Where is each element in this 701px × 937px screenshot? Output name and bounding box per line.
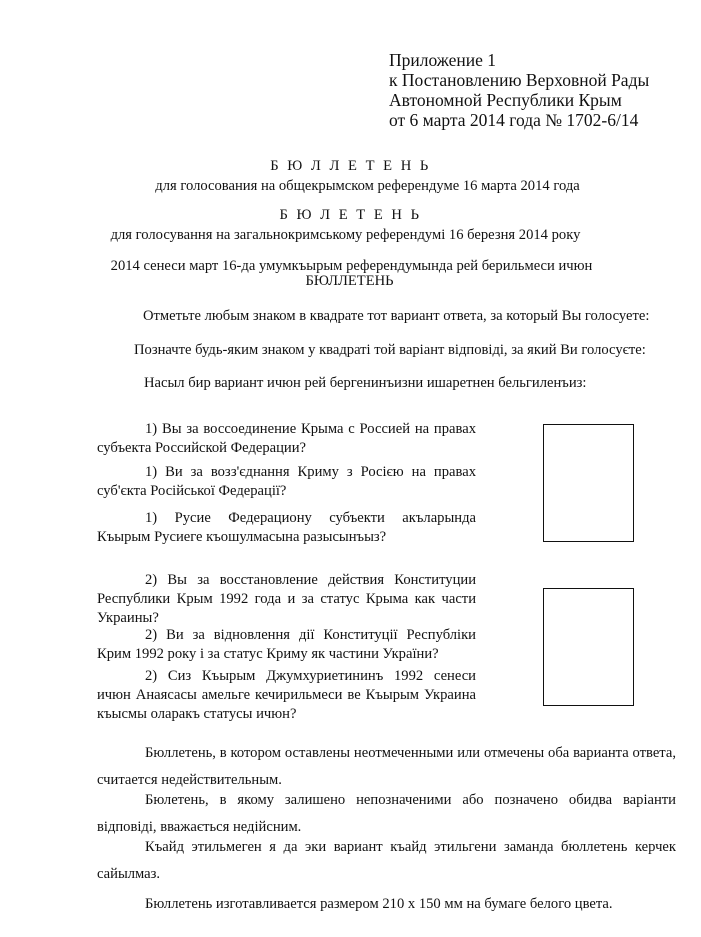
instruction-uk: Позначте будь-яким знаком у квадраті той варіант відповіді, за який Ви голосуєте: (134, 342, 646, 358)
note-uk: Бюлетень, в якому залишено непозначеними або позначено обидва варіанти відповіді, вважається недійсним. (97, 792, 676, 835)
ballot-subtitle-crh: 2014 сенеси март 16-да умумкъырым референдумында рей берильмеси ичюн (110, 258, 593, 274)
appendix-line: от 6 марта 2014 года № 1702-6/14 (389, 110, 639, 130)
appendix-block (389, 50, 649, 130)
appendix-line: Приложение 1 (389, 50, 497, 70)
ballot-title-uk: Б Ю Л Е Т Е Н Ь (279, 207, 422, 223)
question-2-ru: 2) Вы за восстановление действия Конституции Республики Крым 1992 года и за статус Крыма как части Украины? (97, 572, 476, 626)
ballot-title-crh: БЮЛЛЕТЕНЬ (305, 273, 394, 289)
question-2-uk: 2) Ви за відновлення дії Конституції Республіки Крим 1992 року і за статус Криму як частини України? (97, 627, 476, 662)
instruction-ru: Отметьте любым знаком в квадрате тот вариант ответа, за который Вы голосуете: (143, 308, 650, 324)
note-crh: Къайд этильмеген я да эки вариант къайд этильгени заманда бюллетень керчек сайылмаз. (97, 839, 676, 882)
note-ru: Бюллетень, в котором оставлены неотмеченными или отмечены оба варианта ответа, считается недействительным. (97, 745, 676, 788)
ballot-subtitle-uk: для голосування на загальнокримському референдумі 16 березня 2014 року (110, 227, 581, 243)
answer-checkbox-2[interactable] (543, 588, 634, 706)
instruction-crh: Насыл бир вариант ичюн рей бергенинъизни ишаретнен бельгиленъиз: (144, 375, 587, 391)
question-1-crh: 1) Русие Федерациону субъекти акъларында Къырым Русиеге къошулмасына разысынъыз? (97, 510, 476, 545)
question-2-crh: 2) Сиз Къырым Джумхуриетининъ 1992 сенеси ичюн Анаясасы амельге кечирильмеси ве Къырым Украина къысмы оларакъ статусы ичюн? (97, 668, 476, 722)
appendix-line: Автономной Республики Крым (389, 90, 622, 110)
ballot-subtitle-ru: для голосования на общекрымском референдуме 16 марта 2014 года (155, 178, 580, 194)
ballot-title-ru: Б Ю Л Л Е Т Е Н Ь (270, 158, 431, 174)
answer-checkbox-1[interactable] (543, 424, 634, 542)
question-1-ru: 1) Вы за воссоединение Крыма с Россией на правах субъекта Российской Федерации? (97, 421, 476, 456)
question-1-uk: 1) Ви за возз'єднання Криму з Росією на правах суб'єкта Російської Федерації? (97, 464, 476, 499)
appendix-line: к Постановлению Верховной Рады (389, 70, 650, 90)
footer-note: Бюллетень изготавливается размером 210 х 150 мм на бумаге белого цвета. (145, 896, 613, 912)
